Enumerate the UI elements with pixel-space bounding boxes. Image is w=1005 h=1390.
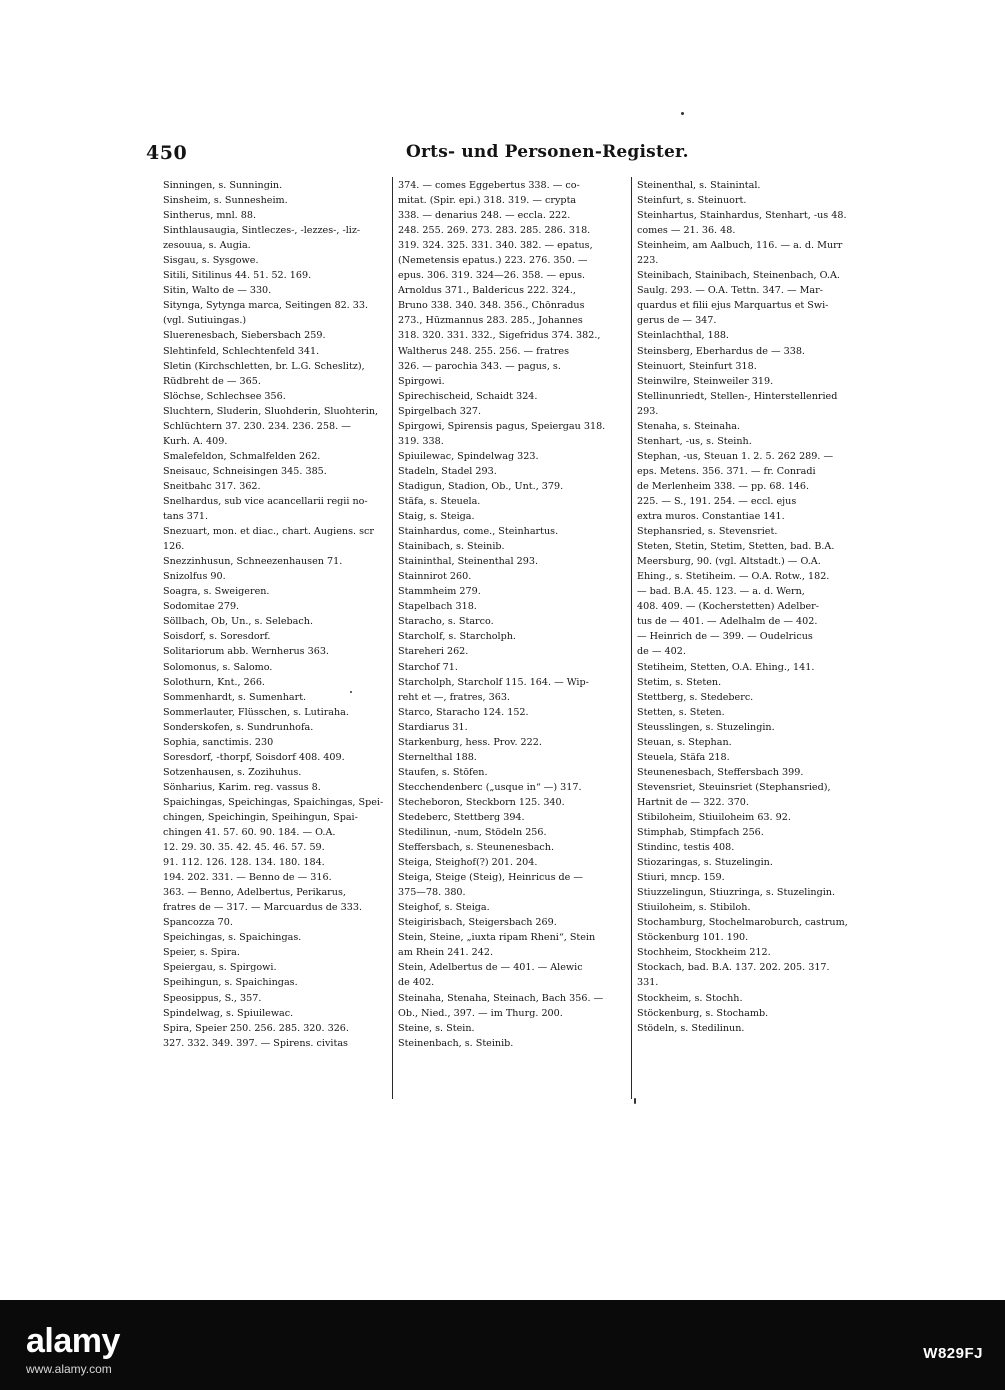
- index-entry: zesouua, s. Augia.: [163, 240, 251, 252]
- index-entry: Stäfa, s. Steuela.: [398, 495, 481, 507]
- index-entry: Speosippus, S., 357.: [163, 992, 262, 1004]
- index-entry: Stiuiloheim, s. Stibiloh.: [637, 902, 751, 914]
- index-column-1: [163, 178, 388, 1051]
- index-entry: Stetten, s. Steten.: [637, 706, 725, 718]
- index-entry: de 402.: [398, 977, 435, 989]
- index-entry: Steinlachthal, 188.: [637, 330, 729, 342]
- index-entry: Spirgowi, Spirensis pagus, Speiergau 318.: [398, 420, 606, 432]
- index-entry: 248. 255. 269. 273. 283. 285. 286. 318.: [398, 225, 591, 237]
- index-entry: Steinheim, am Aalbuch, 116. — a. d. Murr: [637, 240, 843, 252]
- index-entry: Smalefeldon, Schmalfelden 262.: [163, 450, 321, 462]
- index-entry: Sotzenhausen, s. Zozihuhus.: [163, 766, 302, 778]
- index-entry: Steuan, s. Stephan.: [637, 736, 732, 748]
- index-entry: Staig, s. Steiga.: [398, 511, 475, 523]
- index-entry: 12. 29. 30. 35. 42. 45. 46. 57. 59.: [163, 842, 325, 854]
- index-entry: Speihingun, s. Spaichingas.: [163, 977, 298, 989]
- index-entry: Rüdbreht de — 365.: [163, 375, 261, 387]
- index-entry: Sinningen, s. Sunningin.: [163, 180, 283, 191]
- index-entry: Stadeln, Stadel 293.: [398, 465, 497, 477]
- index-entry: Solomonus, s. Salomo.: [163, 661, 273, 673]
- index-entry: Sinsheim, s. Sunnesheim.: [163, 195, 288, 207]
- index-entry: Spiuilewac, Spindelwag 323.: [398, 450, 539, 462]
- index-entry: 225. — S., 191. 254. — eccl. ejus: [637, 495, 797, 507]
- stock-url: www.alamy.com: [26, 1362, 112, 1376]
- index-entry: Starco, Staracho 124. 152.: [398, 706, 529, 718]
- index-entry: Steinwilre, Steinweiler 319.: [637, 375, 774, 387]
- index-column-3: [637, 178, 877, 1036]
- index-entry: 318. 320. 331. 332., Sigefridus 374. 382.,: [398, 330, 601, 342]
- index-entry: Steiga, Steige (Steig), Heinricus de —: [398, 872, 584, 884]
- index-entry: Starcholf, s. Starcholph.: [398, 631, 516, 643]
- index-entry: Stettberg, s. Stedeberc.: [637, 691, 754, 703]
- scan-speck: [634, 1098, 636, 1104]
- index-entry: Steine, s. Stein.: [398, 1022, 475, 1034]
- index-entry: Soisdorf, s. Soresdorf.: [163, 631, 271, 643]
- index-entry: Snizolfus 90.: [163, 571, 226, 583]
- index-entry: Stochheim, Stockheim 212.: [637, 947, 771, 959]
- index-entry: 126.: [163, 541, 185, 553]
- index-entry: fratres de — 317. — Marcuardus de 333.: [163, 902, 363, 914]
- index-entry: Stetiheim, Stetten, O.A. Ehing., 141.: [637, 661, 815, 673]
- index-entry: Stainibach, s. Steinib.: [398, 541, 505, 553]
- index-entry: Stindinc, testis 408.: [637, 842, 735, 854]
- index-entry: Spira, Speier 250. 256. 285. 320. 326.: [163, 1022, 349, 1034]
- index-entry: Steigirisbach, Steigersbach 269.: [398, 917, 557, 929]
- index-entry: Staufen, s. Stōfen.: [398, 766, 488, 778]
- index-entry: Stapelbach 318.: [398, 601, 477, 613]
- index-entry: 194. 202. 331. — Benno de — 316.: [163, 872, 332, 884]
- index-entry: Slehtinfeld, Schlechtenfeld 341.: [163, 345, 320, 357]
- index-entry: Stedeberc, Stettberg 394.: [398, 811, 525, 823]
- index-entry: 327. 332. 349. 397. — Spirens. civitas: [163, 1037, 348, 1049]
- index-entry: Soresdorf, -thorpf, Soisdorf 408. 409.: [163, 751, 345, 763]
- page-number: 450: [146, 142, 188, 164]
- column-rule-right: [631, 177, 632, 1099]
- index-entry: 273., Hūzmannus 283. 285., Johannes: [398, 315, 583, 327]
- index-entry: tans 371.: [163, 511, 209, 523]
- index-entry: Steinuort, Steinfurt 318.: [637, 360, 757, 372]
- index-entry: tus de — 401. — Adelhalm de — 402.: [637, 616, 818, 628]
- index-entry: Sommenhardt, s. Sumenhart.: [163, 691, 307, 703]
- index-entry: Sneitbahc 317. 362.: [163, 480, 261, 492]
- index-entry: Solothurn, Knt., 266.: [163, 676, 265, 688]
- index-entry: Stibiloheim, Stiuiloheim 63. 92.: [637, 811, 791, 823]
- index-entry: Sitili, Sitilinus 44. 51. 52. 169.: [163, 270, 312, 282]
- index-entry: Spirgowi.: [398, 375, 445, 387]
- index-entry: Ehing., s. Stetiheim. — O.A. Rotw., 182.: [637, 571, 830, 583]
- index-entry: 408. 409. — (Kocherstetten) Adelber-: [637, 601, 819, 613]
- index-entry: Starkenburg, hess. Prov. 222.: [398, 736, 542, 748]
- index-entry: Stiozaringas, s. Stuzelingin.: [637, 857, 773, 869]
- index-entry: Stellinunriedt, Stellen-, Hinterstellenried: [637, 390, 838, 402]
- index-entry: 91. 112. 126. 128. 134. 180. 184.: [163, 857, 325, 869]
- index-entry: Stein, Adelbertus de — 401. — Alewic: [398, 962, 583, 974]
- stock-logo: alamy: [26, 1322, 120, 1360]
- index-entry: Stephan, -us, Steuan 1. 2. 5. 262 289. —: [637, 450, 834, 462]
- index-entry: Stockach, bad. B.A. 137. 202. 205. 317.: [637, 962, 830, 974]
- index-entry: Speichingas, s. Spaichingas.: [163, 932, 302, 944]
- index-entry: Starchof 71.: [398, 661, 458, 673]
- index-entry: Kurh. A. 409.: [163, 435, 228, 447]
- index-entry: Snezzinhusun, Schneezenhausen 71.: [163, 556, 343, 568]
- index-entry: 326. — parochia 343. — pagus, s.: [398, 360, 561, 372]
- index-entry: Stainnirot 260.: [398, 571, 472, 583]
- index-entry: 374. — comes Eggebertus 338. — co-: [398, 180, 580, 191]
- index-entry: extra muros. Constantiae 141.: [637, 511, 785, 523]
- index-entry: Steunenesbach, Steffersbach 399.: [637, 766, 804, 778]
- index-entry: Sitin, Walto de — 330.: [163, 285, 272, 297]
- index-entry: mitat. (Spir. epi.) 318. 319. — crypta: [398, 195, 577, 207]
- index-entry: Sneisauc, Schneisingen 345. 385.: [163, 465, 327, 477]
- index-entry: Stockheim, s. Stochh.: [637, 992, 743, 1004]
- index-entry: Spancozza 70.: [163, 917, 233, 929]
- index-entry: Sintherus, mnl. 88.: [163, 210, 257, 222]
- index-entry: Steighof, s. Steiga.: [398, 902, 490, 914]
- column-rule-left: [392, 177, 393, 1099]
- index-entry: Schlüchtern 37. 230. 234. 236. 258. —: [163, 420, 351, 432]
- index-entry: 363. — Benno, Adelbertus, Perikarus,: [163, 887, 346, 899]
- index-entry: Sisgau, s. Sysgowe.: [163, 255, 259, 267]
- index-entry: Stiuzzelingun, Stiuzringa, s. Stuzelingin.: [637, 887, 836, 899]
- index-entry: Steinenbach, s. Steinib.: [398, 1037, 514, 1049]
- index-entry: Stareheri 262.: [398, 646, 469, 658]
- index-entry: Steinhartus, Stainhardus, Stenhart, -us 48.: [637, 210, 847, 222]
- index-entry: Stiuri, mncp. 159.: [637, 872, 725, 884]
- index-entry: Meersburg, 90. (vgl. Altstadt.) — O.A.: [637, 556, 821, 568]
- index-entry: Steinibach, Stainibach, Steinenbach, O.A.: [637, 270, 840, 282]
- page-title: Orts- und Personen-Register.: [406, 142, 689, 162]
- index-entry: am Rhein 241. 242.: [398, 947, 494, 959]
- index-entry: Sternelthal 188.: [398, 751, 477, 763]
- index-entry: Spirgelbach 327.: [398, 405, 482, 417]
- index-entry: Sodomitae 279.: [163, 601, 240, 613]
- index-entry: Slöchse, Schlechsee 356.: [163, 390, 286, 402]
- index-entry: Stochamburg, Stochelmaroburch, castrum,: [637, 917, 848, 929]
- index-entry: (vgl. Sutiuingas.): [163, 315, 247, 327]
- index-entry: Staracho, s. Starco.: [398, 616, 494, 628]
- index-column-2: [398, 178, 624, 1051]
- index-entry: Bruno 338. 340. 348. 356., Chōnradus: [398, 300, 585, 312]
- index-entry: de Merlenheim 338. — pp. 68. 146.: [637, 480, 810, 492]
- index-entry: Stadigun, Stadion, Ob., Unt., 379.: [398, 480, 564, 492]
- index-entry: Sluerenesbach, Siebersbach 259.: [163, 330, 326, 342]
- index-entry: Sitynga, Sytynga marca, Seitingen 82. 33.: [163, 300, 369, 312]
- index-entry: Sinthlausaugia, Sintleczes-, -lezzes-, -liz-: [163, 225, 361, 237]
- index-entry: — bad. B.A. 45. 123. — a. d. Wern,: [637, 586, 805, 598]
- index-entry: comes — 21. 36. 48.: [637, 225, 736, 237]
- index-entry: Stephansried, s. Stevensriet.: [637, 526, 778, 538]
- index-entry: eps. Metens. 356. 371. — fr. Conradi: [637, 465, 816, 477]
- index-entry: Speier, s. Spira.: [163, 947, 240, 959]
- index-entry: gerus de — 347.: [637, 315, 717, 327]
- index-entry: Solitariorum abb. Wernherus 363.: [163, 646, 329, 658]
- index-entry: Soagra, s. Sweigeren.: [163, 586, 270, 598]
- index-entry: Stecchendenberc („usque in“ —) 317.: [398, 781, 582, 793]
- index-entry: Stetim, s. Steten.: [637, 676, 722, 688]
- index-entry: Steinsberg, Eberhardus de — 338.: [637, 345, 805, 357]
- index-entry: Sonderskofen, s. Sundrunhofa.: [163, 721, 314, 733]
- scan-speck: [681, 112, 684, 115]
- index-entry: Stein, Steine, „iuxta ripam Rheni“, Stein: [398, 932, 596, 944]
- index-entry: de — 402.: [637, 646, 686, 658]
- index-entry: Steinaha, Stenaha, Steinach, Bach 356. —: [398, 992, 604, 1004]
- index-entry: Spindelwag, s. Spiuilewac.: [163, 1007, 294, 1019]
- index-entry: Sommerlauter, Flüsschen, s. Lutiraha.: [163, 706, 349, 718]
- index-entry: 375—78. 380.: [398, 887, 466, 899]
- index-entry: Stenaha, s. Steinaha.: [637, 420, 741, 432]
- index-entry: chingen, Speichingin, Speihingun, Spai-: [163, 811, 358, 823]
- index-entry: Stenhart, -us, s. Steinh.: [637, 435, 752, 447]
- index-entry: chingen 41. 57. 60. 90. 184. — O.A.: [163, 827, 336, 839]
- index-entry: Waltherus 248. 255. 256. — fratres: [398, 345, 570, 357]
- index-entry: Stammheim 279.: [398, 586, 481, 598]
- index-entry: Saulg. 293. — O.A. Tettn. 347. — Mar-: [637, 285, 823, 297]
- index-entry: Steuela, Stäfa 218.: [637, 751, 730, 763]
- index-entry: Spirechischeid, Schaidt 324.: [398, 390, 538, 402]
- index-entry: (Nemetensis epatus.) 223. 276. 350. —: [398, 255, 588, 267]
- index-entry: Stöckenburg 101. 190.: [637, 932, 749, 944]
- index-entry: 319. 338.: [398, 435, 444, 447]
- scan-speck: [350, 691, 352, 693]
- index-entry: 338. — denarius 248. — eccla. 222.: [398, 210, 571, 222]
- index-entry: Stainhardus, come., Steinhartus.: [398, 526, 559, 538]
- index-entry: epus. 306. 319. 324—26. 358. — epus.: [398, 270, 586, 282]
- index-entry: Starcholph, Starcholf 115. 164. — Wip-: [398, 676, 589, 688]
- index-entry: Ob., Nied., 397. — im Thurg. 200.: [398, 1007, 563, 1019]
- index-entry: Hartnit de — 322. 370.: [637, 796, 749, 808]
- index-entry: Sletin (Kirchschletten, br. L.G. Scheslitz),: [163, 360, 365, 372]
- index-entry: Stecheboron, Steckborn 125. 340.: [398, 796, 565, 808]
- image-id: W829FJ: [923, 1345, 983, 1362]
- index-entry: Snezuart, mon. et diac., chart. Augiens. scr: [163, 526, 374, 538]
- index-entry: Staininthal, Steinenthal 293.: [398, 556, 539, 568]
- index-entry: Stevensriet, Steuinsriet (Stephansried),: [637, 781, 831, 793]
- index-entry: Steinenthal, s. Stainintal.: [637, 180, 761, 191]
- index-entry: Stimphab, Stimpfach 256.: [637, 827, 764, 839]
- index-entry: — Heinrich de — 399. — Oudelricus: [637, 631, 813, 643]
- index-entry: Arnoldus 371., Baldericus 222. 324.,: [398, 285, 576, 297]
- index-entry: Steiga, Steighof(?) 201. 204.: [398, 857, 538, 869]
- index-entry: 223.: [637, 255, 659, 267]
- index-entry: Steinfurt, s. Steinuort.: [637, 195, 747, 207]
- index-entry: Sophia, sanctimis. 230: [163, 736, 274, 748]
- index-entry: Stöckenburg, s. Stochamb.: [637, 1007, 769, 1019]
- index-entry: 293.: [637, 405, 659, 417]
- index-entry: Sönharius, Karim. reg. vassus 8.: [163, 781, 321, 793]
- index-entry: Steusslingen, s. Stuzelingin.: [637, 721, 775, 733]
- index-entry: 331.: [637, 977, 659, 989]
- index-entry: Söllbach, Ob, Un., s. Selebach.: [163, 616, 313, 628]
- index-entry: Stedilinun, -num, Stödeln 256.: [398, 827, 547, 839]
- index-entry: reht et —, fratres, 363.: [398, 691, 510, 703]
- index-entry: Spaichingas, Speichingas, Spaichingas, Spei-: [163, 796, 384, 808]
- index-entry: Sluchtern, Sluderin, Sluohderin, Sluohterin,: [163, 405, 379, 417]
- watermark-footer-bar: [0, 1300, 1005, 1390]
- index-entry: Steten, Stetin, Stetim, Stetten, bad. B.A.: [637, 541, 835, 553]
- index-entry: 319. 324. 325. 331. 340. 382. — epatus,: [398, 240, 593, 252]
- index-entry: Snelhardus, sub vice acancellarii regii no-: [163, 495, 368, 507]
- index-entry: Steffersbach, s. Steunenesbach.: [398, 842, 555, 854]
- index-entry: Stödeln, s. Stedilinun.: [637, 1022, 745, 1034]
- index-entry: quardus et filii ejus Marquartus et Swi-: [637, 300, 829, 312]
- index-entry: Stardiarus 31.: [398, 721, 468, 733]
- index-entry: Speiergau, s. Spirgowi.: [163, 962, 277, 974]
